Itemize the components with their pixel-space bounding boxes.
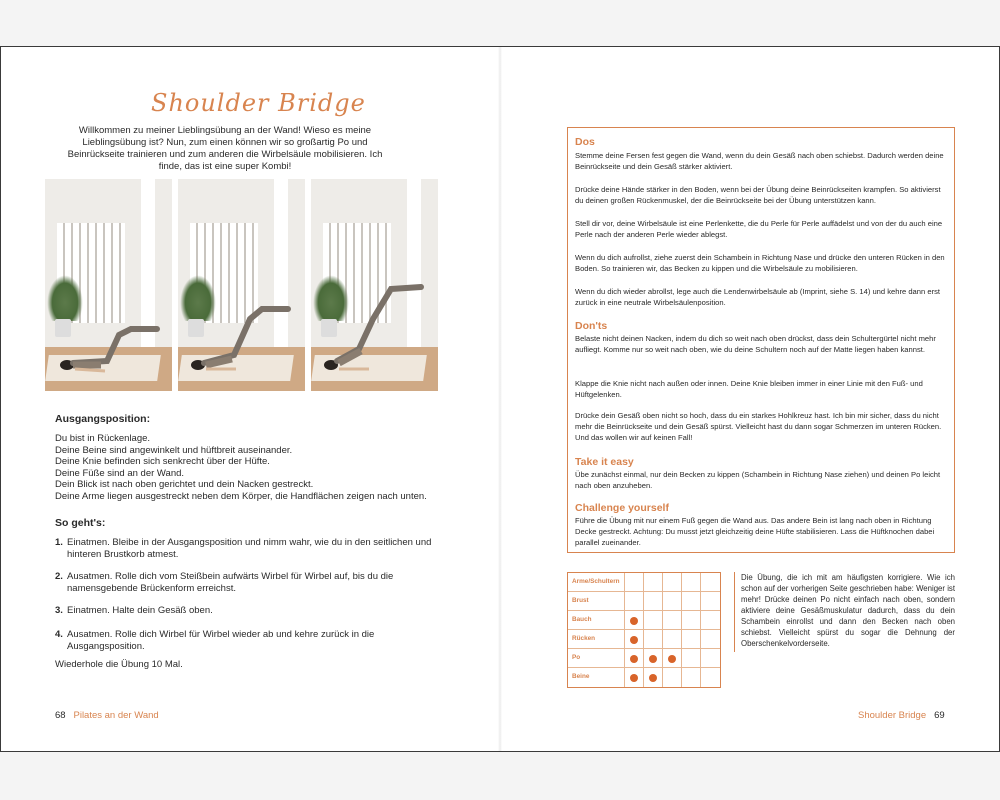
grid-row [568, 649, 720, 668]
dos-paragraph: Stemme deine Fersen fest gegen die Wand, wenn du dein Gesäß nach oben schiebst. Dadurch werden deine Beinrückseite und dein Gesäß stärker aktiviert. [575, 151, 944, 172]
book-spread [0, 46, 1000, 752]
donts-paragraph: Drücke dein Gesäß oben nicht so hoch, dass du ein starkes Hohlkreuz hast. Ich bin mir sicher, dass du nicht mehr die Beinrückseite und dein Gesäß spürst. Vielleicht hast du dann sogar Schmerzen im unteren Rücken. Und das wollen wir auf keinen Fall! [575, 411, 942, 443]
how-to-heading: So geht's: [55, 517, 106, 529]
dos-paragraph: Wenn du dich aufrollst, ziehe zuerst dein Schambein in Richtung Nase und drücke den unteren Rücken in den Boden. So trainieren wir, das Becken zu kippen und die Wirbelsäule zu mobilisieren. [575, 253, 945, 274]
start-line: Dein Blick ist nach oben gerichtet und dein Nacken gestreckt. [55, 479, 314, 490]
step-number: 3. [55, 605, 63, 616]
page-number: 69 [934, 710, 945, 721]
step-text: Ausatmen. Rolle dich Wirbel für Wirbel wieder ab und kehre zurück in die Ausgangsposition. [67, 629, 375, 652]
intensity-dot [630, 636, 638, 644]
grid-row [568, 630, 720, 649]
intensity-dot [649, 674, 657, 682]
running-title: Shoulder Bridge [858, 710, 927, 721]
grid-row-label: Po [572, 654, 581, 661]
left-folio [55, 710, 159, 721]
grid-row-label: Brust [572, 597, 589, 604]
running-title: Pilates an der Wand [73, 710, 159, 721]
start-position-list [55, 433, 427, 502]
start-line: Deine Arme liegen ausgestreckt neben dem Körper, die Handflächen zeigen nach unten. [55, 490, 427, 502]
dos-paragraph: Stell dir vor, deine Wirbelsäule ist eine Perlenkette, die du Perle für Perle auffädelst und von der du auch eine Perle nach der anderen Perle wieder ablegst. [575, 219, 943, 240]
grid-row-label: Beine [572, 673, 590, 680]
grid-row-label: Rücken [572, 635, 596, 642]
right-folio [858, 710, 945, 721]
intensity-dot [630, 617, 638, 625]
start-line: Du bist in Rückenlage. [55, 433, 151, 444]
grid-row [568, 573, 720, 592]
step-text: Einatmen. Halte dein Gesäß oben. [67, 605, 213, 616]
grid-row [568, 668, 720, 687]
photo-start-position [45, 179, 172, 391]
donts-paragraph: Klappe die Knie nicht nach außen oder innen. Deine Knie bleiben immer in einer Linie mit den Fuß- und Hüftgelenken. [575, 379, 923, 400]
easy-paragraph: Übe zunächst einmal, nur dein Becken zu kippen (Schambein in Richtung Nase ziehen) und deinen Po leicht nach oben anzuheben. [575, 470, 941, 491]
photo-bridge-position [311, 179, 438, 391]
step-number: 1. [55, 537, 63, 548]
easy-heading: Take it easy [575, 456, 634, 468]
page-number: 68 [55, 710, 66, 721]
step-number: 2. [55, 571, 63, 582]
start-line: Deine Beine sind angewinkelt und hüftbreit auseinander. [55, 444, 293, 456]
exercise-title: Shoulder Bridge [151, 89, 366, 117]
intensity-dot [668, 655, 676, 663]
grid-row-label: Arme/Schultern [572, 578, 620, 585]
muscle-focus-grid [567, 572, 721, 688]
photo-rolling-up [178, 179, 305, 391]
side-note: Die Übung, die ich mit am häufigsten korrigiere. Wie ich schon auf der vorherigen Seite geschrieben habe: Weniger ist mehr! Drücke deinen Po nicht einfach nach oben, sondern aktiviere deine Gesäßmuskulatur dadurch, dass du dein Schambein einrollst und dann den Becken nach oben schiebst. Vielleicht spürst du sogar die Dehnung der Oberschenkelvorderseite. [734, 572, 955, 652]
donts-paragraph: Belaste nicht deinen Nacken, indem du dich so weit nach oben drückst, dass dein Schultergürtel nicht mehr aufliegt. Komme nur so weit nach oben, wie du deine Schultern noch auf der Matte liegen haben kannst. [575, 334, 936, 355]
intensity-dot [649, 655, 657, 663]
intensity-dot [630, 655, 638, 663]
donts-heading: Don'ts [575, 320, 608, 332]
dos-paragraph: Wenn du dich wieder abrollst, lege auch die Lendenwirbelsäule ab (Imprint, siehe S. 14) und kehre dann erst zurück in eine neutrale Wirbelsäulenposition. [575, 287, 941, 308]
exercise-photos [45, 179, 437, 391]
start-line: Deine Knie befinden sich senkrecht über der Hüfte. [55, 456, 270, 467]
step-text: Einatmen. Bleibe in der Ausgangsposition und nimm wahr, wie du in den seitlichen und hinteren Brustkorb atmest. [67, 537, 432, 560]
challenge-heading: Challenge yourself [575, 502, 669, 514]
repeat-note: Wiederhole die Übung 10 Mal. [55, 659, 183, 670]
challenge-paragraph: Führe die Übung mit nur einem Fuß gegen die Wand aus. Das andere Bein ist lang nach oben in Richtung Decke gestreckt. Achtung: Du musst jetzt gleichzeitig deine Hüfte stabilisieren. Lass die Hüftknochen dabei parallel zueinander. [575, 516, 935, 548]
right-page [500, 47, 999, 751]
grid-row [568, 592, 720, 611]
start-position-heading: Ausgangsposition: [55, 413, 151, 425]
tips-box [567, 127, 955, 553]
intro-text: Willkommen zu meiner Lieblingsübung an der Wand! Wieso es meine Lieblingsübung ist? Nun, zum einen können wir so großartig Po und Beinrückseite trainieren und zum anderen die Wirbelsäule mobilisieren. Ich finde, das ist eine super Kombi! [67, 125, 383, 172]
dos-heading: Dos [575, 136, 595, 148]
step-number: 4. [55, 629, 63, 640]
grid-row-label: Bauch [572, 616, 592, 623]
left-page [1, 47, 500, 751]
intensity-dot [630, 674, 638, 682]
step-text: Ausatmen. Rolle dich vom Steißbein aufwärts Wirbel für Wirbel auf, bis du die namensgebende Brückenform erreichst. [67, 571, 394, 594]
dos-paragraph: Drücke deine Hände stärker in den Boden, wenn bei der Übung deine Beinrückseiten krampfen. So aktivierst du deinen großen Rückenmuskel, der die Beinrückseite bei der Übung unterstützen kann. [575, 185, 941, 206]
start-line: Deine Füße sind an der Wand. [55, 467, 185, 479]
grid-row [568, 611, 720, 630]
